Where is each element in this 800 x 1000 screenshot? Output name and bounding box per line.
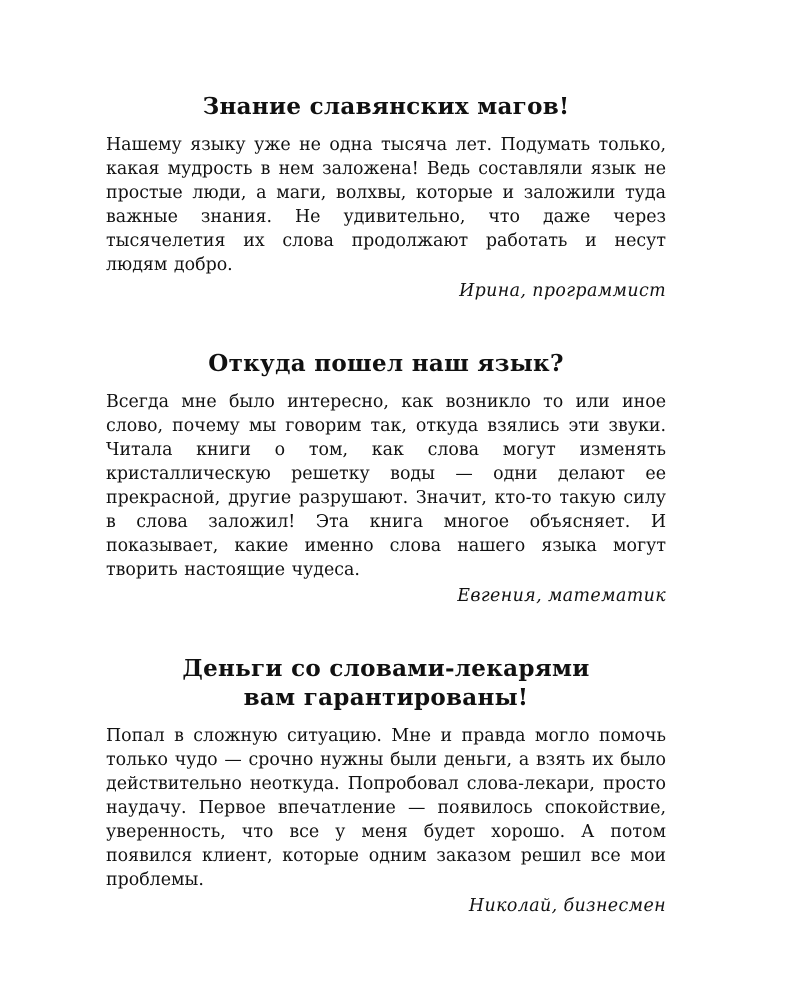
testimonials-page — [106, 92, 666, 918]
testimonial-2 — [106, 349, 666, 608]
testimonial-text: Всегда мне было интересно, как возникло то или иное слово, почему мы говорим так, откуда взялись эти звуки. Читала книги о том, как слова могут изменять кристаллическую решетку воды — одни делают ее прекрасной, другие разрушают. Значит, кто-то такую силу в слова заложил! Эта книга многое объясняет. И показывает, какие именно слова нашего языка могут творить настоящие чудеса. — [106, 392, 666, 580]
heading-line: Знание славянских магов! — [202, 93, 570, 120]
testimonial-signature: Евгения, математик — [457, 586, 666, 606]
testimonial-text: Попал в сложную ситуацию. Мне и правда могло помочь только чудо — срочно нужны были деньги, а взять их было действительно неоткуда. Попробовал слова-лекари, просто наудачу. Первое впечатление — появилось спокойствие, уверенность, что все у меня будет хорошо. А потом появился клиент, которые одним заказом решил все мои проблемы. — [106, 726, 666, 890]
testimonial-signature: Ирина, программист — [459, 281, 666, 301]
testimonial-heading — [106, 654, 666, 712]
testimonial-text: Нашему языку уже не одна тысяча лет. Подумать только, какая мудрость в нем заложена! Ведь составляли язык не простые люди, а маги, волхвы, которые и заложили туда важные знания. Не удивительно, что даже через тысячелетия их слова продолжают работать и несут людям добро. — [106, 135, 666, 275]
heading-line: Откуда пошел наш язык? — [208, 350, 564, 377]
testimonial-3 — [106, 654, 666, 918]
testimonial-heading — [106, 92, 666, 121]
heading-line: Деньги со словами-лекарями — [182, 655, 590, 682]
testimonial-signature: Николай, бизнесмен — [468, 896, 666, 916]
heading-line: вам гарантированы! — [243, 684, 529, 711]
testimonial-1 — [106, 92, 666, 303]
testimonial-heading — [106, 349, 666, 378]
